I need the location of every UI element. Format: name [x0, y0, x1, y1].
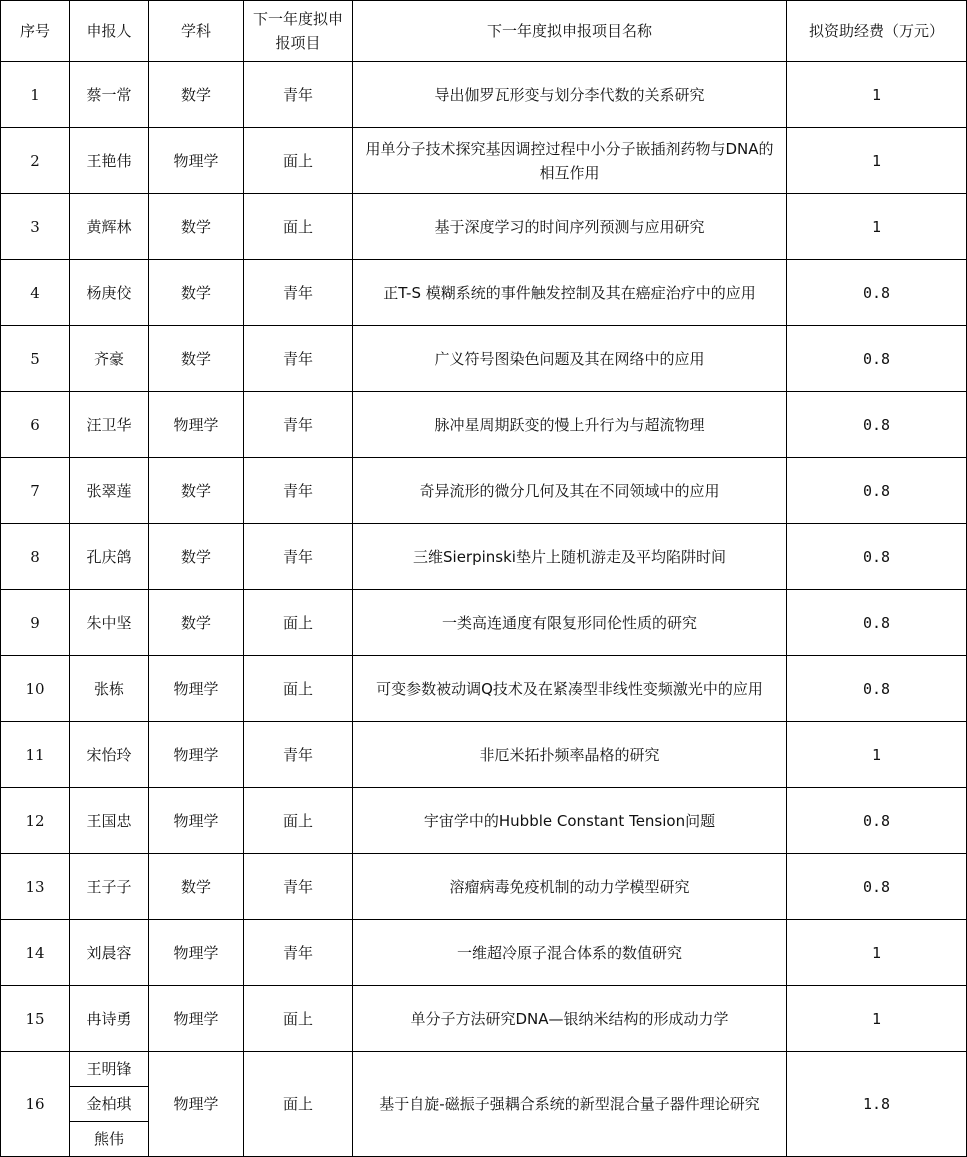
header-applicant: 申报人 — [70, 1, 149, 62]
table-row-16 — [1, 1052, 967, 1087]
cell-index: 12 — [1, 788, 70, 854]
table-row — [1, 326, 967, 392]
header-project-type: 下一年度拟申报项目 — [244, 1, 353, 62]
cell-applicant: 刘晨容 — [70, 920, 149, 986]
cell-applicant: 熊伟 — [70, 1122, 149, 1157]
cell-applicant: 王明锋 — [70, 1052, 149, 1087]
cell-index: 10 — [1, 656, 70, 722]
cell-index: 16 — [1, 1052, 70, 1157]
table-row — [1, 194, 967, 260]
cell-applicant: 冉诗勇 — [70, 986, 149, 1052]
cell-applicant: 朱中坚 — [70, 590, 149, 656]
cell-index: 4 — [1, 260, 70, 326]
cell-funding: 0.8 — [787, 656, 967, 722]
cell-discipline: 数学 — [149, 326, 244, 392]
cell-applicant: 齐豪 — [70, 326, 149, 392]
cell-discipline: 数学 — [149, 62, 244, 128]
cell-funding: 0.8 — [787, 260, 967, 326]
cell-project-name: 三维Sierpinski垫片上随机游走及平均陷阱时间 — [353, 524, 787, 590]
cell-project-type: 青年 — [244, 524, 353, 590]
cell-project-type: 面上 — [244, 986, 353, 1052]
cell-project-name: 非厄米拓扑频率晶格的研究 — [353, 722, 787, 788]
cell-project-name: 宇宙学中的Hubble Constant Tension问题 — [353, 788, 787, 854]
cell-funding: 0.8 — [787, 788, 967, 854]
cell-project-type: 青年 — [244, 722, 353, 788]
table-row — [1, 854, 967, 920]
cell-funding: 1 — [787, 62, 967, 128]
header-funding: 拟资助经费（万元） — [787, 1, 967, 62]
cell-project-type: 青年 — [244, 62, 353, 128]
cell-project-name: 基于深度学习的时间序列预测与应用研究 — [353, 194, 787, 260]
cell-funding: 0.8 — [787, 458, 967, 524]
cell-discipline: 物理学 — [149, 986, 244, 1052]
cell-project-name: 可变参数被动调Q技术及在紧凑型非线性变频激光中的应用 — [353, 656, 787, 722]
cell-index: 14 — [1, 920, 70, 986]
cell-discipline: 数学 — [149, 194, 244, 260]
cell-funding: 1 — [787, 194, 967, 260]
table-row — [1, 128, 967, 194]
cell-applicant: 金柏琪 — [70, 1087, 149, 1122]
cell-funding: 1 — [787, 722, 967, 788]
cell-funding: 0.8 — [787, 854, 967, 920]
cell-applicant: 王国忠 — [70, 788, 149, 854]
cell-applicant: 黄辉林 — [70, 194, 149, 260]
cell-project-type: 青年 — [244, 326, 353, 392]
cell-discipline: 物理学 — [149, 392, 244, 458]
header-row — [1, 1, 967, 62]
cell-applicant: 宋怡玲 — [70, 722, 149, 788]
cell-project-type: 青年 — [244, 458, 353, 524]
cell-index: 9 — [1, 590, 70, 656]
table-row — [1, 62, 967, 128]
cell-funding: 1 — [787, 128, 967, 194]
cell-discipline: 物理学 — [149, 788, 244, 854]
cell-discipline: 物理学 — [149, 128, 244, 194]
cell-funding: 1.8 — [787, 1052, 967, 1157]
cell-discipline: 数学 — [149, 590, 244, 656]
cell-index: 11 — [1, 722, 70, 788]
table-row — [1, 260, 967, 326]
cell-project-type: 面上 — [244, 1052, 353, 1157]
cell-applicant: 王艳伟 — [70, 128, 149, 194]
cell-project-type: 面上 — [244, 788, 353, 854]
header-index: 序号 — [1, 1, 70, 62]
table-row — [1, 656, 967, 722]
cell-index: 7 — [1, 458, 70, 524]
table-row — [1, 590, 967, 656]
cell-discipline: 数学 — [149, 854, 244, 920]
cell-funding: 0.8 — [787, 590, 967, 656]
header-project-name: 下一年度拟申报项目名称 — [353, 1, 787, 62]
cell-project-name: 基于自旋-磁振子强耦合系统的新型混合量子器件理论研究 — [353, 1052, 787, 1157]
cell-project-name: 导出伽罗瓦形变与划分李代数的关系研究 — [353, 62, 787, 128]
cell-applicant: 张栋 — [70, 656, 149, 722]
cell-funding: 0.8 — [787, 326, 967, 392]
cell-project-name: 用单分子技术探究基因调控过程中小分子嵌插剂药物与DNA的相互作用 — [353, 128, 787, 194]
cell-project-type: 面上 — [244, 590, 353, 656]
table-row — [1, 788, 967, 854]
cell-project-name: 单分子方法研究DNA—银纳米结构的形成动力学 — [353, 986, 787, 1052]
cell-index: 15 — [1, 986, 70, 1052]
cell-discipline: 数学 — [149, 524, 244, 590]
cell-applicant: 杨庚佼 — [70, 260, 149, 326]
table-row — [1, 458, 967, 524]
cell-project-name: 一类高连通度有限复形同伦性质的研究 — [353, 590, 787, 656]
cell-project-type: 青年 — [244, 854, 353, 920]
cell-discipline: 数学 — [149, 260, 244, 326]
cell-funding: 0.8 — [787, 524, 967, 590]
cell-index: 1 — [1, 62, 70, 128]
table-row — [1, 722, 967, 788]
cell-discipline: 物理学 — [149, 1052, 244, 1157]
cell-discipline: 物理学 — [149, 722, 244, 788]
cell-applicant: 张翠莲 — [70, 458, 149, 524]
cell-funding: 0.8 — [787, 392, 967, 458]
cell-project-type: 青年 — [244, 392, 353, 458]
cell-applicant: 孔庆鸽 — [70, 524, 149, 590]
cell-project-name: 奇异流形的微分几何及其在不同领域中的应用 — [353, 458, 787, 524]
cell-discipline: 物理学 — [149, 920, 244, 986]
cell-project-type: 青年 — [244, 260, 353, 326]
cell-applicant: 蔡一常 — [70, 62, 149, 128]
cell-applicant: 汪卫华 — [70, 392, 149, 458]
cell-funding: 1 — [787, 920, 967, 986]
cell-funding: 1 — [787, 986, 967, 1052]
cell-project-type: 面上 — [244, 194, 353, 260]
cell-index: 6 — [1, 392, 70, 458]
cell-project-name: 正T-S 模糊系统的事件触发控制及其在癌症治疗中的应用 — [353, 260, 787, 326]
cell-discipline: 数学 — [149, 458, 244, 524]
cell-project-type: 青年 — [244, 920, 353, 986]
cell-index: 5 — [1, 326, 70, 392]
cell-project-type: 面上 — [244, 656, 353, 722]
cell-project-name: 溶瘤病毒免疫机制的动力学模型研究 — [353, 854, 787, 920]
cell-index: 2 — [1, 128, 70, 194]
header-discipline: 学科 — [149, 1, 244, 62]
table-row — [1, 392, 967, 458]
cell-discipline: 物理学 — [149, 656, 244, 722]
table-row — [1, 524, 967, 590]
cell-index: 13 — [1, 854, 70, 920]
cell-project-name: 脉冲星周期跃变的慢上升行为与超流物理 — [353, 392, 787, 458]
table-row — [1, 920, 967, 986]
cell-index: 8 — [1, 524, 70, 590]
table-row — [1, 986, 967, 1052]
cell-project-type: 面上 — [244, 128, 353, 194]
cell-applicant: 王子子 — [70, 854, 149, 920]
cell-project-name: 广义符号图染色问题及其在网络中的应用 — [353, 326, 787, 392]
cell-project-name: 一维超冷原子混合体系的数值研究 — [353, 920, 787, 986]
cell-index: 3 — [1, 194, 70, 260]
